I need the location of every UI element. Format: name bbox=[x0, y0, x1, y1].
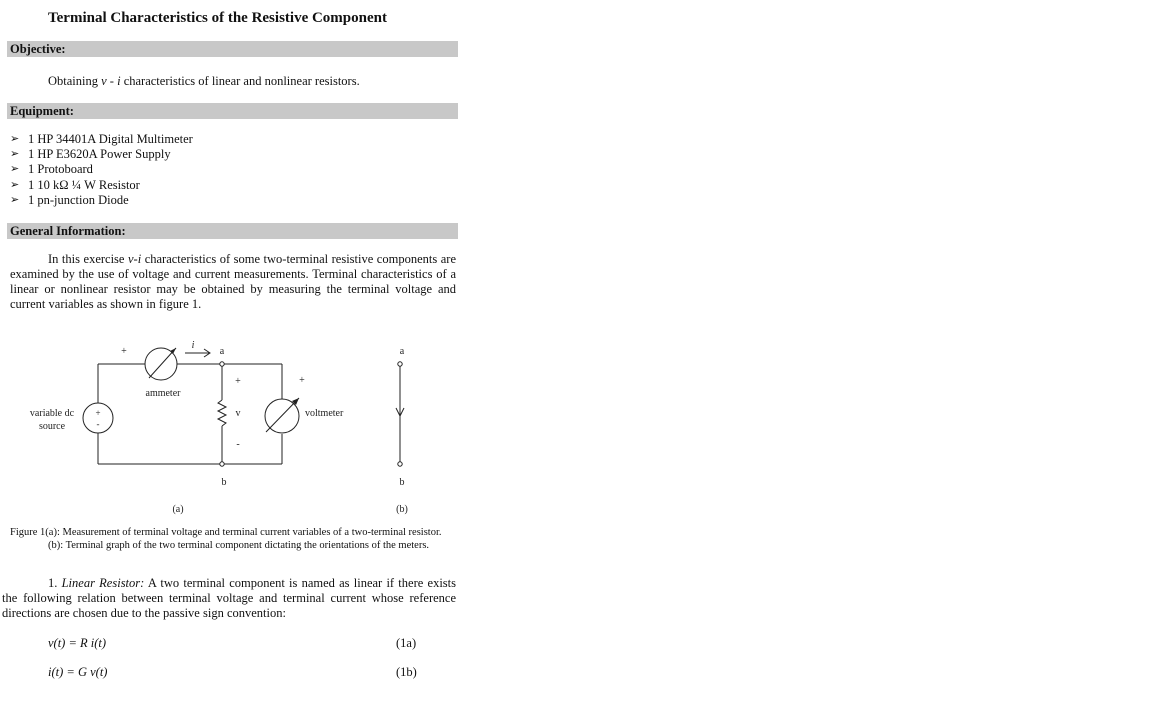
bullet-arrow-icon: ➢ bbox=[10, 148, 20, 161]
bullet-arrow-icon: ➢ bbox=[10, 193, 20, 206]
figure-caption-line1: Figure 1(a): Measurement of terminal voltage and terminal current variables of a two-terminal resistor. bbox=[10, 527, 442, 538]
equipment-list bbox=[10, 132, 193, 208]
label-voltmeter: voltmeter bbox=[305, 408, 344, 419]
bullet-arrow-icon: ➢ bbox=[10, 163, 20, 176]
equipment-item-label: 1 HP 34401A Digital Multimeter bbox=[28, 132, 193, 146]
label-sub-a: (a) bbox=[172, 504, 184, 515]
equipment-item bbox=[10, 178, 193, 193]
general-text-post: characteristics of some two-terminal resistive components are examined by the use of voltage and current measurements. Terminal characteristics of a linear or nonlinear resistor may be obtained by measuring the terminal voltage and current variables as shown in figure 1. bbox=[10, 252, 456, 311]
objective-heading: Objective: bbox=[10, 42, 66, 56]
objective-heading-bar bbox=[7, 41, 458, 57]
equipment-item bbox=[10, 132, 193, 147]
equation-1b-tag: (1b) bbox=[396, 665, 417, 679]
label-a: a bbox=[219, 346, 225, 357]
node-b bbox=[220, 462, 224, 466]
equipment-item-label: 1 10 kΩ ¼ W Resistor bbox=[28, 177, 140, 192]
graph-node-a bbox=[398, 362, 402, 366]
label-b: b bbox=[221, 477, 227, 488]
objective-text-vi: v - i bbox=[101, 74, 121, 88]
label-graph-a: a bbox=[399, 346, 405, 357]
equipment-item-label: 1 HP E3620A Power Supply bbox=[28, 147, 171, 162]
general-text-pre: In this exercise bbox=[48, 252, 128, 266]
bullet-arrow-icon: ➢ bbox=[10, 133, 20, 145]
figure-caption-line2: (b): Terminal graph of the two terminal component dictating the orientations of the meters. bbox=[48, 540, 430, 551]
equation-1a: v(t) = R i(t) bbox=[48, 636, 107, 650]
resistor-symbol bbox=[218, 400, 226, 426]
equation-1b: i(t) = G v(t) bbox=[48, 665, 108, 679]
equipment-item bbox=[10, 147, 193, 162]
page-title: Terminal Characteristics of the Resistive Component bbox=[48, 10, 387, 26]
equipment-item-label: 1 pn-junction Diode bbox=[28, 192, 129, 207]
equipment-item bbox=[10, 162, 193, 177]
label-ammeter: ammeter bbox=[145, 388, 181, 399]
bullet-arrow-icon: ➢ bbox=[10, 178, 20, 191]
general-paragraph bbox=[10, 252, 456, 312]
label-source-line2: source bbox=[38, 421, 66, 432]
label-src-minus: - bbox=[96, 419, 100, 429]
label-source-line1: variable dc bbox=[29, 408, 75, 419]
linear-name: Linear Resistor: bbox=[61, 576, 145, 590]
linear-text: A two terminal component is named as linear if there exists the following relation between terminal voltage and terminal current whose reference directions are chosen due to the passive sign convention: bbox=[2, 576, 456, 620]
label-volt-plus: + bbox=[299, 375, 305, 386]
label-sub-b: (b) bbox=[396, 504, 408, 515]
equation-1a-tag: (1a) bbox=[396, 636, 417, 650]
label-i: i bbox=[191, 340, 195, 351]
linear-paragraph bbox=[2, 576, 456, 621]
general-heading-bar bbox=[7, 223, 458, 239]
graph-node-b bbox=[398, 462, 402, 466]
objective-text-post: characteristics of linear and nonlinear resistors. bbox=[120, 74, 360, 88]
circuit-figure bbox=[0, 330, 470, 520]
label-graph-b: b bbox=[399, 477, 405, 488]
label-res-plus: + bbox=[235, 376, 241, 387]
node-a bbox=[220, 362, 224, 366]
equipment-heading-bar bbox=[7, 103, 458, 119]
label-res-minus: - bbox=[236, 439, 240, 450]
label-src-plus: + bbox=[95, 408, 101, 418]
equipment-item bbox=[10, 193, 193, 208]
label-plus-left: + bbox=[121, 346, 127, 357]
equipment-item-label: 1 Protoboard bbox=[28, 162, 93, 177]
general-text-vi: v-i bbox=[127, 252, 142, 266]
linear-number: 1. bbox=[48, 576, 58, 590]
objective-text bbox=[48, 74, 360, 89]
equipment-heading: Equipment: bbox=[10, 104, 74, 118]
general-heading: General Information: bbox=[10, 224, 126, 238]
objective-text-pre: Obtaining bbox=[48, 74, 102, 88]
label-res-v: v bbox=[235, 408, 241, 419]
